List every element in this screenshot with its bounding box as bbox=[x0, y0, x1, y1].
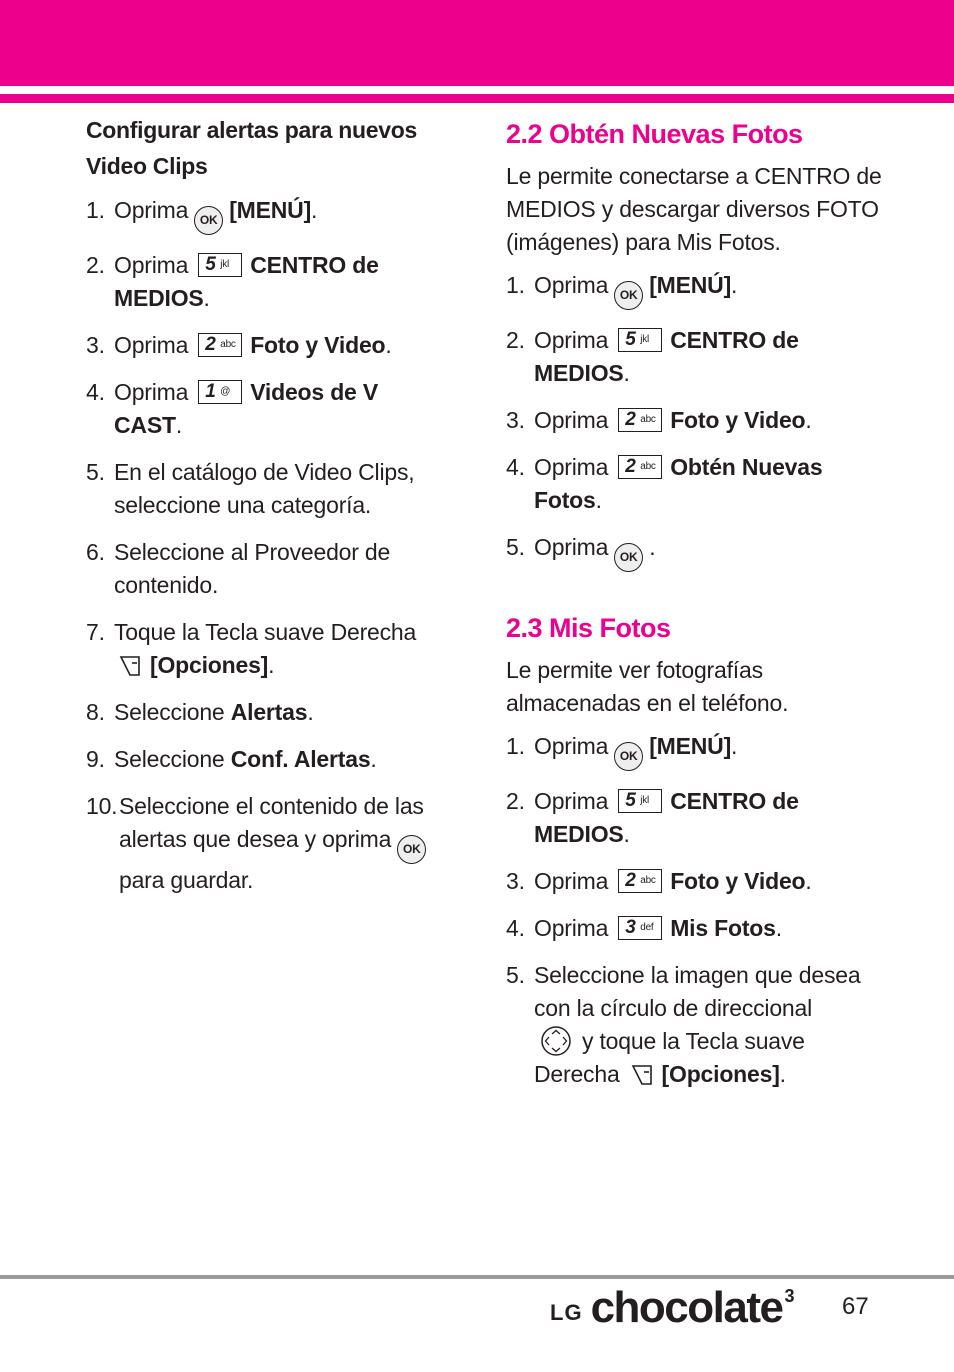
right-soft-key-icon bbox=[118, 654, 142, 678]
section-intro: Le permite conectarse a CENTRO de MEDIOS y descargar diversos FOTO (imágenes) para Mis Fotos. bbox=[506, 163, 882, 255]
list-item: 5. Oprima OK . bbox=[506, 531, 886, 572]
left-steps bbox=[86, 194, 446, 897]
list-item: 10. Seleccione el contenido de las alertas que desea y oprima OK para guardar. bbox=[86, 790, 446, 897]
list-item: 2. Oprima 5 jkl CENTRO de MEDIOS. bbox=[506, 788, 799, 847]
list-item: 6. Seleccione al Proveedor de contenido. bbox=[86, 539, 391, 598]
right-column bbox=[506, 112, 886, 1105]
section-steps bbox=[506, 730, 886, 1091]
number-key-icon: 5 jkl bbox=[618, 789, 662, 813]
number-key-icon: 1 @ bbox=[198, 380, 242, 404]
list-item: 4. Oprima 3 def Mis Fotos. bbox=[506, 915, 782, 941]
list-item: 8. Seleccione Alertas. bbox=[86, 699, 314, 725]
number-key-icon: 2 abc bbox=[618, 408, 662, 432]
list-item: 2. Oprima 5 jkl CENTRO de MEDIOS. bbox=[86, 252, 379, 311]
ok-key-icon: OK bbox=[397, 835, 426, 864]
page-number: 67 bbox=[842, 1293, 869, 1320]
top-color-band bbox=[0, 0, 954, 86]
logo-superscript: 3 bbox=[784, 1286, 795, 1306]
section-title: 2.3 Mis Fotos bbox=[506, 613, 671, 643]
left-column bbox=[86, 112, 446, 911]
number-key-icon: 5 jkl bbox=[618, 328, 662, 352]
list-item: 4. Oprima 1 @ Videos de V CAST. bbox=[86, 379, 378, 438]
logo-lg-text: LG bbox=[550, 1300, 583, 1325]
list-item: 7. Toque la Tecla suave Derecha [Opciones]. bbox=[86, 619, 417, 678]
list-item: 4. Oprima 2 abc Obtén Nuevas Fotos. bbox=[506, 454, 823, 513]
list-item: 3. Oprima 2 abc Foto y Video. bbox=[86, 332, 392, 358]
number-key-icon: 2 abc bbox=[618, 455, 662, 479]
list-item: 1. Oprima OK [MENÚ]. bbox=[506, 730, 886, 771]
ok-key-icon: OK bbox=[194, 206, 223, 235]
number-key-icon: 3 def bbox=[618, 916, 662, 940]
logo-wordmark: chocolate bbox=[590, 1283, 783, 1332]
ok-key-icon: OK bbox=[614, 742, 643, 771]
list-item: 9. Seleccione Conf. Alertas. bbox=[86, 746, 377, 772]
section-intro: Le permite ver fotografías almacenadas en el teléfono. bbox=[506, 657, 789, 716]
list-item: 5. Seleccione la imagen que desea con la círculo de direccional y toque la Tecla suave Derecha [Opciones]. bbox=[506, 962, 861, 1087]
top-rule bbox=[0, 94, 954, 103]
list-item: 3. Oprima 2 abc Foto y Video. bbox=[506, 868, 812, 894]
list-item: 3. Oprima 2 abc Foto y Video. bbox=[506, 407, 812, 433]
number-key-icon: 2 abc bbox=[618, 869, 662, 893]
list-item: 1. Oprima OK [MENÚ]. bbox=[506, 269, 886, 310]
ok-key-icon: OK bbox=[614, 543, 643, 572]
ok-key-icon: OK bbox=[614, 281, 643, 310]
section-steps bbox=[506, 269, 886, 572]
subsection-heading: Configurar alertas para nuevos Video Clips bbox=[86, 117, 417, 179]
navigation-key-icon bbox=[540, 1025, 572, 1057]
list-item: 1. Oprima OK [MENÚ]. bbox=[86, 194, 446, 235]
list-item: 2. Oprima 5 jkl CENTRO de MEDIOS. bbox=[506, 327, 799, 386]
list-item: 5. En el catálogo de Video Clips, seleccione una categoría. bbox=[86, 459, 415, 518]
number-key-icon: 5 jkl bbox=[198, 253, 242, 277]
right-soft-key-icon bbox=[630, 1063, 654, 1087]
section-title: 2.2 Obtén Nuevas Fotos bbox=[506, 119, 803, 149]
number-key-icon: 2 abc bbox=[198, 333, 242, 357]
footer-rule bbox=[0, 1275, 954, 1279]
brand-logo bbox=[550, 1282, 794, 1332]
